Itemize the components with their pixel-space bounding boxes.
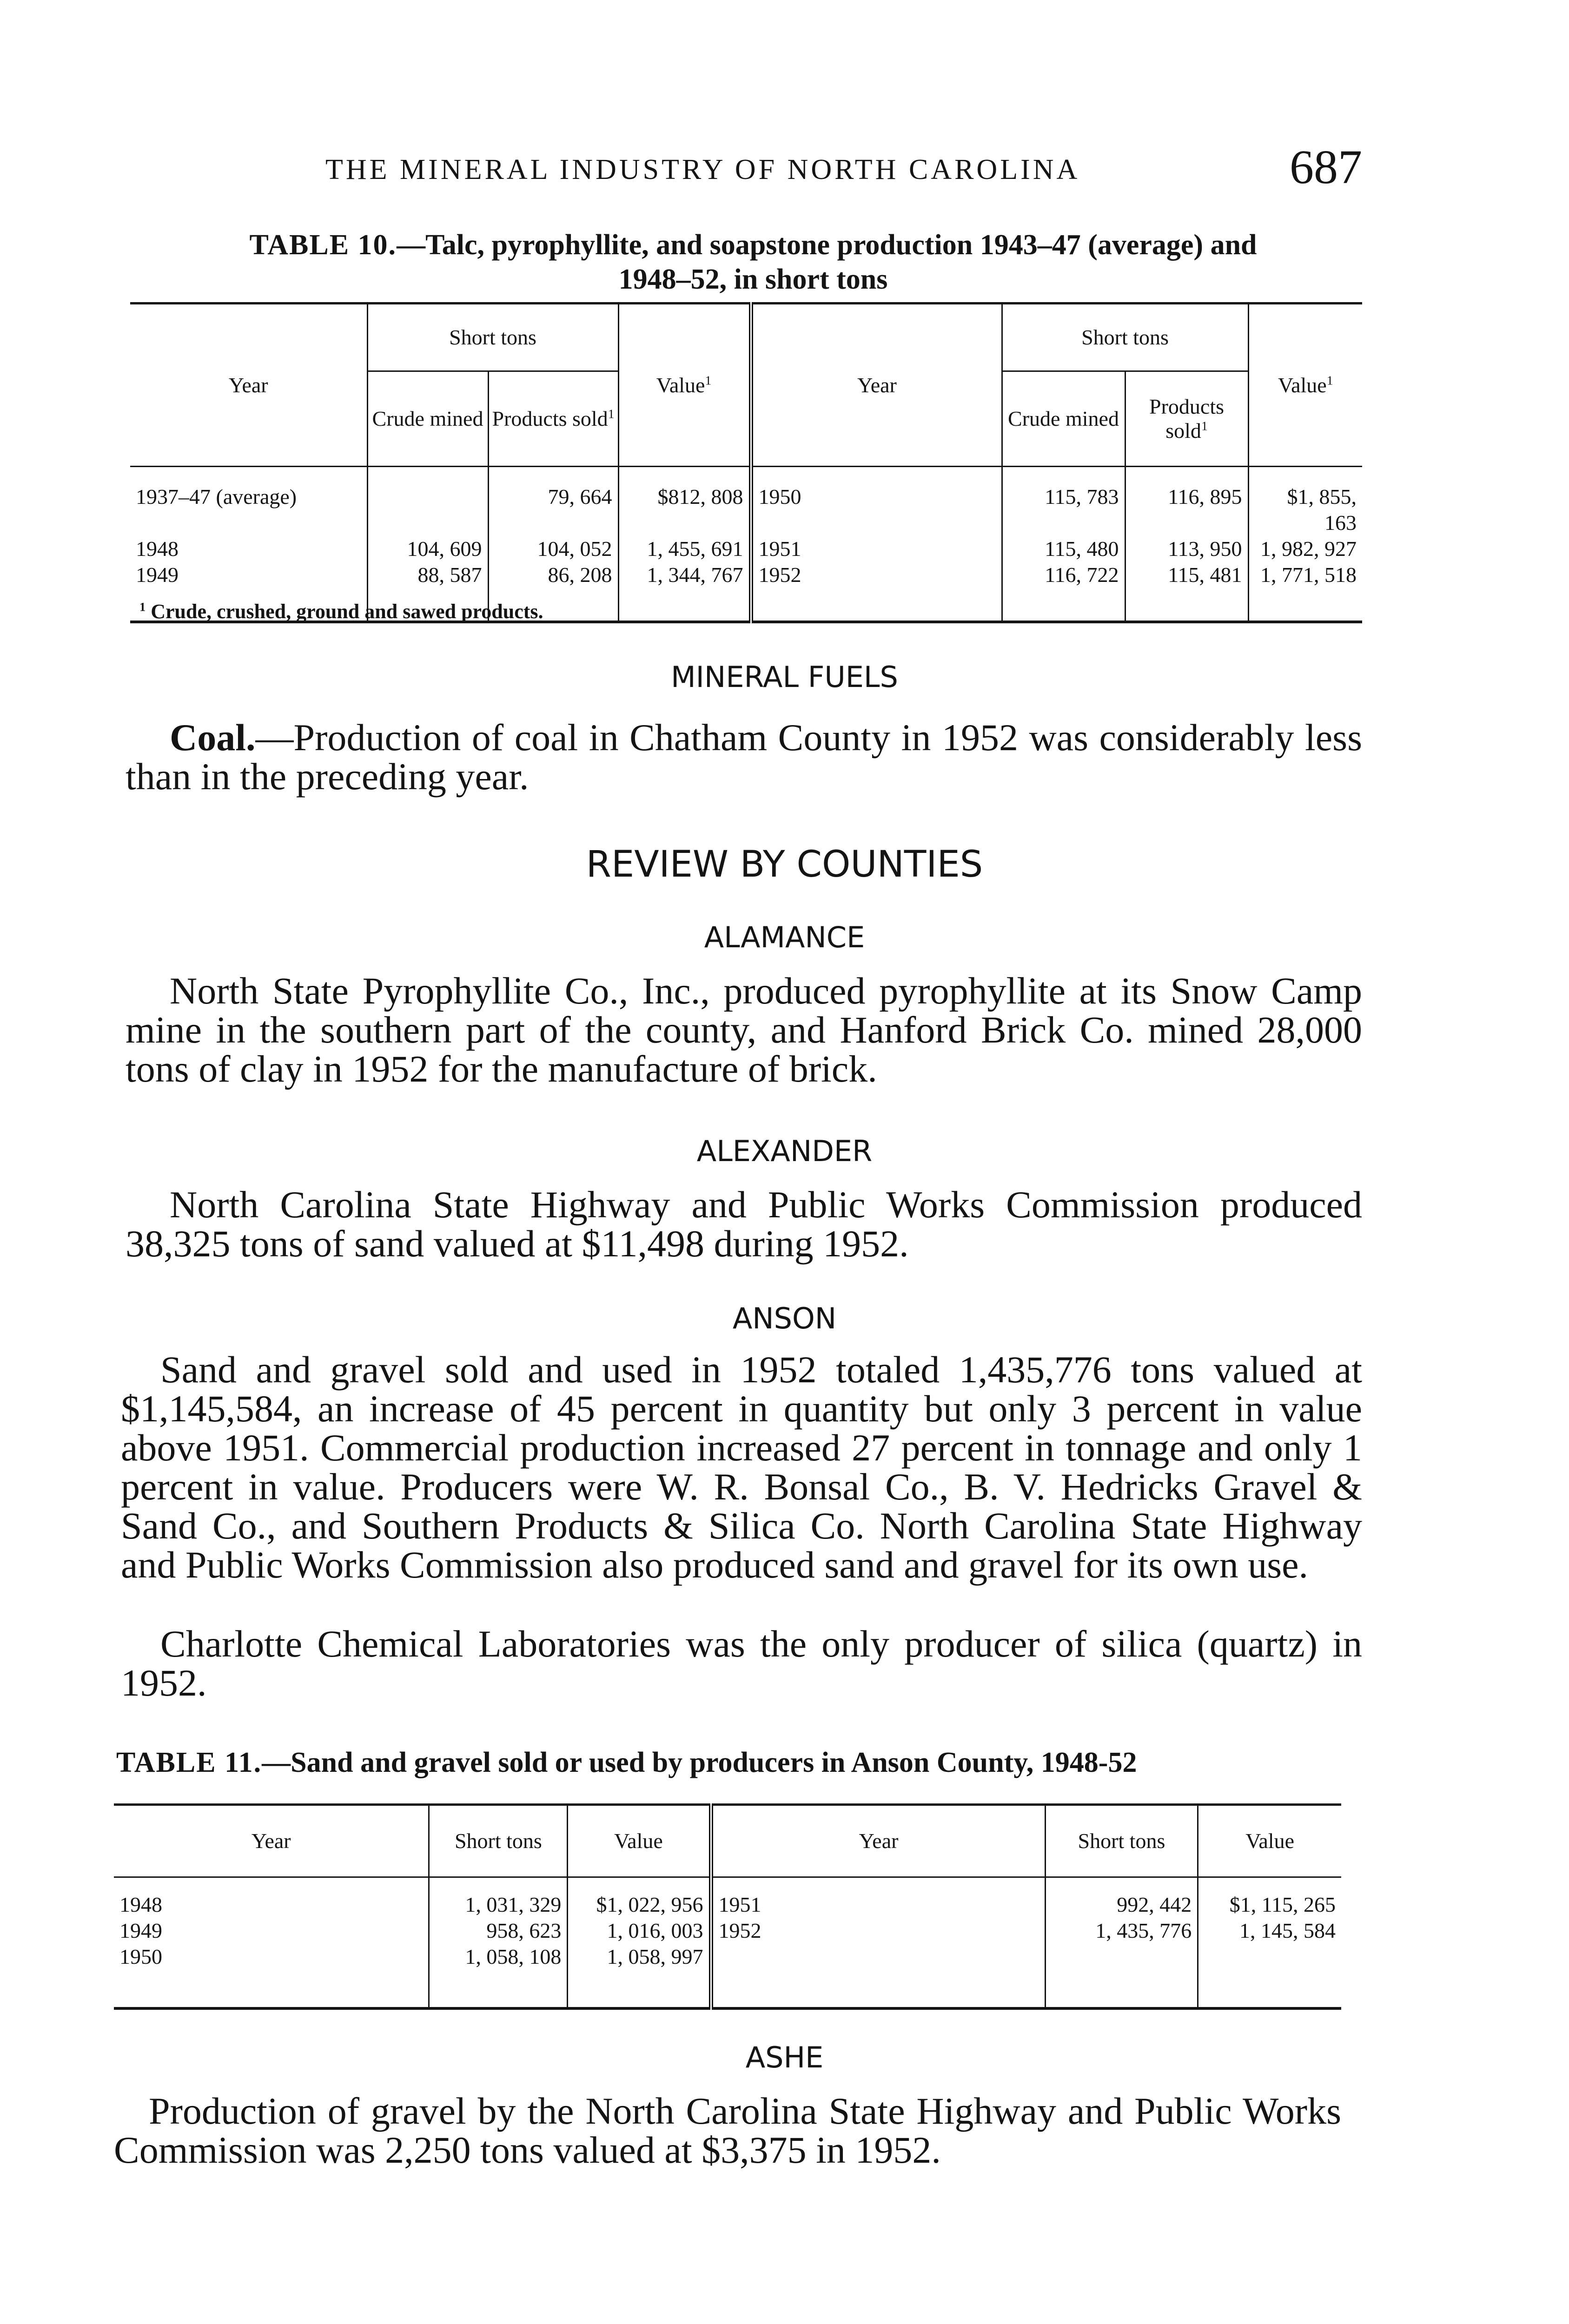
table11 [114,1803,1341,2010]
table10-cell: 1952 [751,562,1002,622]
table10 [130,302,1362,623]
table10-caption-line2: 1948–52, in short tons [618,264,888,295]
footnote-text: Crude, crushed, ground and sawed products. [151,600,543,623]
table10-cell: 1, 455, 691 [618,536,751,562]
table10-header-row-1 [130,304,1362,371]
page-number: 687 [1290,140,1362,194]
table10-cell: 116, 722 [1002,562,1125,622]
table11-number: TABLE 11. [116,1747,262,1778]
table11-cell: 1952 [711,1918,1045,1944]
table11-cell: 958, 623 [429,1918,568,1944]
table10-cell: $1, 855, 163 [1287,485,1357,535]
table10-cell [367,467,488,536]
table11-year-header-left: Year [114,1805,429,1877]
table10-caption-line1 [130,228,1376,262]
table10-cell: 1, 344, 767 [618,562,751,622]
mineral-fuels-heading: MINERAL FUELS [671,660,898,694]
ashe-heading: ASHE [745,2040,824,2074]
table-row [114,1918,1341,1944]
table11-value-header-left: Value [568,1805,711,1877]
table10-caption-text: —Talc, pyrophyllite, and soapstone production 1943–47 (average) and [397,229,1257,261]
table11-cell: 1950 [114,1944,429,2008]
coal-lead: Coal. [170,716,256,759]
table10-cell: 86, 208 [488,562,618,622]
table10-cell: 115, 480 [1002,536,1125,562]
alamance-paragraph: North State Pyrophyllite Co., Inc., produced pyrophyllite at its Snow Camp mine in the southern part of the county, and Hanford Brick Co. mined 28,000 tons of clay in 1952 for the manufacture of brick. [126,970,1362,1090]
anson-paragraph-1: Sand and gravel sold and used in 1952 totaled 1,435,776 tons valued at $1,145,584, an increase of 45 percent in quantity but only 3 percent in value above 1951. Commercial production increased 27 percent in tonnage and only 1 percent in value. Producers were W. R. Bonsal Co., B. V. Hedricks Gravel & Sand Co., and Southern Products & Silica Co. North Carolina State Highway and Public Works Commission also produced sand and gravel for its own use. [121,1348,1362,1586]
table11-caption-text: —Sand and gravel sold or used by producers in Anson County, 1948-52 [262,1747,1137,1778]
table11-cell: 992, 442 [1045,1877,1198,1918]
table11-cell: 1, 058, 997 [568,1944,711,2008]
table11-caption [116,1745,1362,1780]
table10-cell: 113, 950 [1125,536,1248,562]
table11-cell: 1, 145, 584 [1239,1919,1336,1942]
table10-year-header-right: Year [751,304,1002,467]
table-row [130,536,1362,562]
table10-value-header-right: Value$^1$ [1248,304,1362,467]
table10-footnote [139,600,543,623]
table11-cell [1045,1944,1198,2008]
review-by-counties-heading: REVIEW BY COUNTIES [586,844,983,885]
table11-cell [711,1944,1045,2008]
table10-cell: 1, 771, 518 [1260,563,1357,587]
table10-year-header-left: Year [130,304,367,467]
table11-header-row [114,1805,1341,1877]
table10-number: TABLE 10. [249,229,397,261]
table10-crude-header-left: Crude mined [367,371,488,467]
table10-cell: 115, 783 [1002,467,1125,536]
table10-cell: 1950 [751,467,1002,536]
table10-cell: 1948 [130,536,367,562]
table11-cell: 1948 [114,1877,429,1918]
table11-cell: 1, 031, 329 [429,1877,568,1918]
table10-cell: 104, 609 [367,536,488,562]
footnote-mark: 1 [139,600,146,614]
ashe-paragraph: Production of gravel by the North Carolina State Highway and Public Works Commission was 2,250 tons valued at $3,375 in 1952. [114,2090,1341,2171]
running-head [116,139,1362,205]
table10-crude-header-right: Crude mined [1002,371,1125,467]
table10-cell: 115, 481 [1125,562,1248,622]
table10-short-tons-header-right: Short tons [1002,304,1248,371]
coal-paragraph [126,718,1362,796]
table10-cell: 1, 982, 927 [1260,537,1357,561]
table10-sold-header-right: Products sold$^1$ [1125,371,1248,467]
table11-cell: 1, 435, 776 [1045,1918,1198,1944]
table11-short-tons-header-left: Short tons [429,1805,568,1877]
table-row [114,1944,1341,2008]
alamance-heading: ALAMANCE [704,920,865,954]
alexander-paragraph: North Carolina State Highway and Public Works Commission produced 38,325 tons of sand valued at $11,498 during 1952. [126,1183,1362,1265]
table11-cell: 1951 [711,1877,1045,1918]
anson-heading: ANSON [732,1301,837,1335]
table10-caption [130,228,1376,297]
table10-cell: 104, 052 [488,536,618,562]
table11-cell: $1, 115, 265 [1229,1893,1336,1916]
table11-cell: $1, 022, 956 [568,1877,711,1918]
table-row [130,467,1362,536]
table10-cell: 116, 895 [1125,467,1248,536]
table10-cell: $812, 808 [618,467,751,536]
table11-value-header-right: Value [1198,1805,1341,1877]
table11-cell: 1, 058, 108 [429,1944,568,2008]
table10-value-header-left: Value$^1$ [618,304,751,467]
table11-cell: 1949 [114,1918,429,1944]
table10-cell: 88, 587 [367,562,488,622]
table11-cell [1198,1944,1341,2008]
table10-cell: 1937–47 (average) [130,467,367,536]
table10-sold-header-left: Products sold$^1$ [488,371,618,467]
table10-cell: 1951 [751,536,1002,562]
table11-year-header-right: Year [711,1805,1045,1877]
table11-cell: 1, 016, 003 [568,1918,711,1944]
alexander-heading: ALEXANDER [696,1134,873,1168]
table10-cell: 1949 [130,562,367,622]
table-row [114,1877,1341,1918]
table10-cell: 79, 664 [488,467,618,536]
running-head-title: THE MINERAL INDUSTRY OF NORTH CAROLINA [325,154,1080,185]
table10-short-tons-header-left: Short tons [367,304,618,371]
table11-short-tons-header-right: Short tons [1045,1805,1198,1877]
anson-paragraph-2: Charlotte Chemical Laboratories was the only producer of silica (quartz) in 1952. [121,1623,1362,1704]
coal-text: —Production of coal in Chatham County in 1952 was considerably less than in the preceding year. [126,716,1362,798]
